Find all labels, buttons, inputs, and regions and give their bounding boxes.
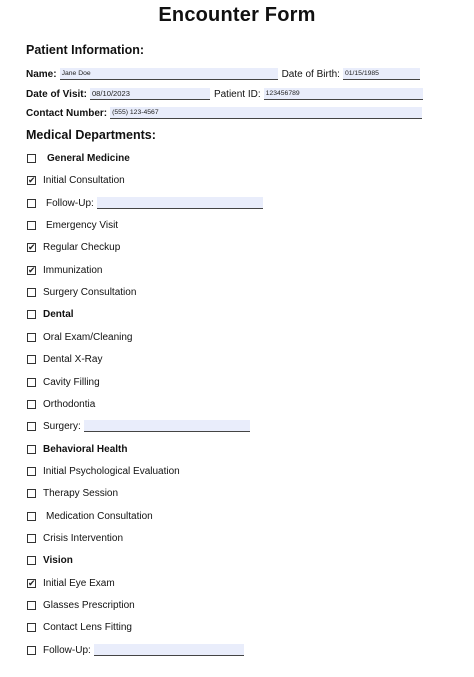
checkmark-icon: ✔: [28, 264, 36, 275]
page-title: Encounter Form: [158, 4, 316, 26]
checklist-item[interactable]: [27, 285, 136, 299]
checklist-item-label: Glasses Prescription: [43, 599, 135, 611]
checkbox-icon[interactable]: [27, 579, 36, 588]
checklist-item-label: Medication Consultation: [46, 510, 153, 522]
checkbox-icon[interactable]: [27, 400, 36, 409]
checklist-item-label: Crisis Intervention: [43, 532, 124, 544]
checkbox-icon[interactable]: [27, 288, 36, 297]
contact-row: [26, 103, 422, 119]
checkbox-icon[interactable]: [27, 266, 36, 275]
checklist-item-label: Surgery:: [43, 420, 81, 432]
checkbox-icon[interactable]: [27, 355, 36, 364]
checkbox-icon[interactable]: [27, 445, 36, 454]
patient-id-label: Patient ID:: [213, 89, 261, 100]
checklist-item[interactable]: [27, 576, 115, 590]
checkbox-icon[interactable]: [27, 221, 36, 230]
checkbox-icon[interactable]: [27, 333, 36, 342]
dob-label: Date of Birth:: [281, 69, 340, 80]
checklist-item[interactable]: [27, 531, 123, 545]
checklist-item[interactable]: [27, 196, 263, 210]
checklist-item[interactable]: [27, 307, 74, 321]
checklist-item-label: Behavioral Health: [43, 443, 128, 455]
checkbox-icon[interactable]: [27, 623, 36, 632]
checklist-item[interactable]: [27, 352, 102, 366]
checklist-item-label: Follow-Up:: [43, 644, 91, 656]
checkbox-icon[interactable]: [27, 534, 36, 543]
checklist-item[interactable]: [27, 151, 130, 165]
checklist-item[interactable]: [27, 464, 180, 478]
checklist-item[interactable]: [27, 173, 125, 187]
checkbox-icon[interactable]: [27, 422, 36, 431]
checklist-item-label: Cavity Filling: [43, 376, 100, 388]
checklist-item[interactable]: [27, 486, 118, 500]
checklist-item-label: Orthodontia: [43, 398, 96, 410]
checklist-item-label: Regular Checkup: [43, 241, 121, 253]
checkbox-icon[interactable]: [27, 310, 36, 319]
checkbox-icon[interactable]: [27, 467, 36, 476]
checklist-item-label: Initial Eye Exam: [43, 577, 115, 589]
checkbox-icon[interactable]: [27, 378, 36, 387]
checklist-item-label: Follow-Up:: [46, 197, 94, 209]
checklist-item-label: Initial Psychological Evaluation: [43, 465, 180, 477]
checkmark-icon: ✔: [28, 174, 36, 185]
checklist-item-label: Dental: [43, 308, 74, 320]
name-label: Name:: [26, 69, 57, 80]
checkbox-icon[interactable]: [27, 601, 36, 610]
checklist-item[interactable]: [27, 509, 153, 523]
checkbox-icon[interactable]: [27, 154, 36, 163]
checklist-item-label: General Medicine: [47, 152, 130, 164]
checklist-item[interactable]: [27, 375, 100, 389]
checklist-item-label: Therapy Session: [43, 487, 119, 499]
checklist-item[interactable]: [27, 263, 102, 277]
checkbox-icon[interactable]: [27, 176, 36, 185]
checklist-item[interactable]: [27, 218, 118, 232]
checkbox-icon[interactable]: [27, 489, 36, 498]
visit-id-row: [26, 84, 423, 100]
checklist-item[interactable]: [27, 397, 95, 411]
checkbox-icon[interactable]: [27, 199, 36, 208]
checkbox-icon[interactable]: [27, 243, 36, 252]
departments-heading: Medical Departments:: [26, 128, 156, 142]
patient-info-heading: Patient Information:: [26, 43, 145, 57]
checklist-item[interactable]: [27, 330, 132, 344]
fill-in-blank-field[interactable]: [94, 644, 244, 656]
checklist-item-label: Surgery Consultation: [43, 286, 137, 298]
checklist-item-label: Emergency Visit: [46, 219, 119, 231]
name-dob-row: [26, 64, 420, 80]
checklist-item-label: Oral Exam/Cleaning: [43, 331, 133, 343]
checklist-item[interactable]: [27, 553, 73, 567]
visit-date-label: Date of Visit:: [26, 89, 87, 100]
checklist-item[interactable]: [27, 419, 250, 433]
checklist-item[interactable]: [27, 598, 135, 612]
contact-label: Contact Number:: [26, 108, 108, 119]
fill-in-blank-field[interactable]: [97, 197, 263, 209]
checkbox-icon[interactable]: [27, 512, 36, 521]
checkmark-icon: ✔: [28, 241, 36, 252]
checkmark-icon: ✔: [28, 577, 36, 588]
checklist-item-label: Initial Consultation: [43, 174, 125, 186]
checklist-item[interactable]: [27, 442, 127, 456]
checklist-item[interactable]: [27, 240, 120, 254]
checklist-item-label: Dental X-Ray: [43, 353, 103, 365]
checkbox-icon[interactable]: [27, 646, 36, 655]
checklist-item[interactable]: [27, 620, 132, 634]
checkbox-icon[interactable]: [27, 556, 36, 565]
contact-field[interactable]: (555) 123-4567: [110, 107, 422, 119]
fill-in-blank-field[interactable]: [84, 420, 250, 432]
dob-field[interactable]: 01/15/1985: [343, 68, 420, 80]
name-field[interactable]: Jane Doe: [60, 68, 278, 80]
checklist-item-label: Vision: [43, 554, 73, 566]
checklist-item-label: Contact Lens Fitting: [43, 621, 132, 633]
checklist-item-label: Immunization: [43, 264, 103, 276]
patient-id-field[interactable]: 123456789: [264, 88, 423, 100]
visit-date-field[interactable]: 08/10/2023: [90, 88, 210, 100]
checklist-item[interactable]: [27, 643, 244, 657]
